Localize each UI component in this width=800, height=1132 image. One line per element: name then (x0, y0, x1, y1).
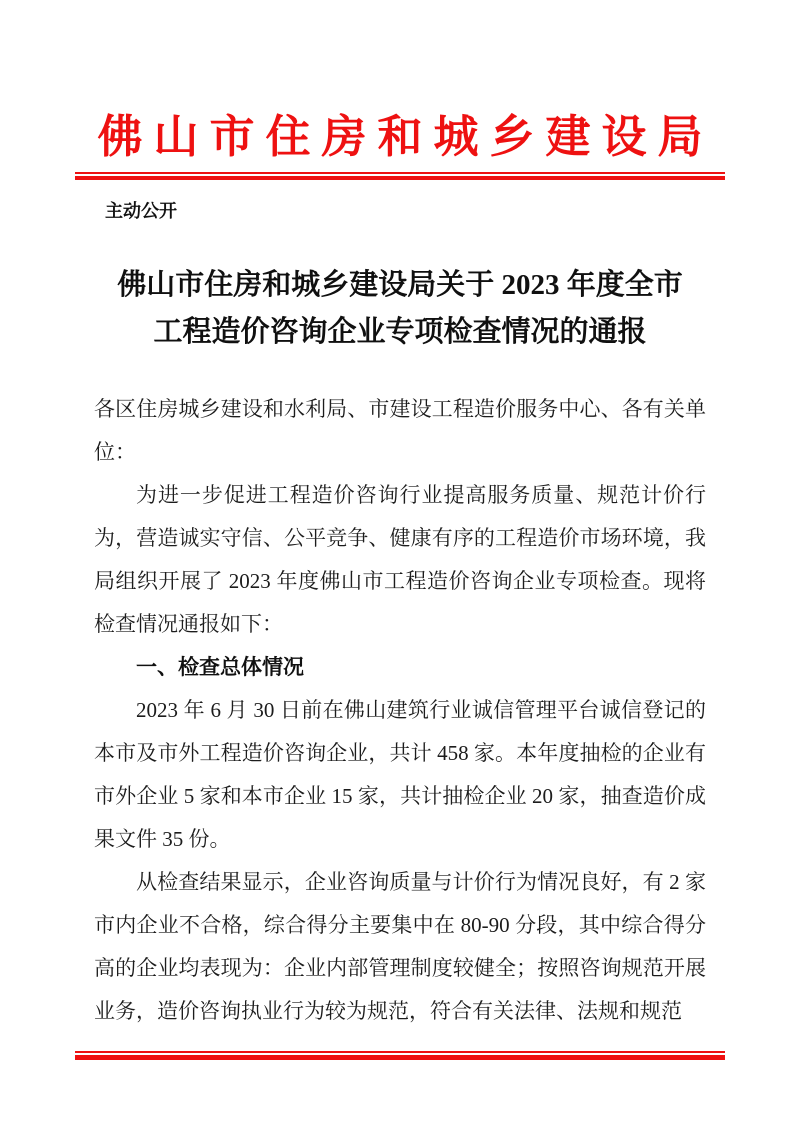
salutation: 各区住房城乡建设和水利局、市建设工程造价服务中心、各有关单位： (94, 397, 706, 464)
document-body (94, 388, 706, 1044)
divider-thick-line (75, 176, 725, 180)
disclosure-label: 主动公开 (105, 201, 177, 221)
body-paragraph: 从检查结果显示，企业咨询质量与计价行为情况良好，有 2 家市内企业不合格，综合得分主要集中在 80-90 分段，其中综合得分高的企业均表现为：企业内部管理制度较健全；按照咨询规范开展业务，造价咨询执业行为较为规范，符合有关法律、法规和规范 (94, 870, 706, 1023)
letterhead-divider (75, 172, 725, 180)
letterhead-agency-name: 佛山市住房和城乡建设局 (97, 112, 714, 162)
document-title (60, 262, 740, 356)
intro-paragraph: 为进一步促进工程造价咨询行业提高服务质量、规范计价行为，营造诚实守信、公平竞争、健康有序的工程造价市场环境，我局组织开展了 2023 年度佛山市工程造价咨询企业专项检查。现将检查情况通报如下： (94, 483, 706, 636)
footer-divider (75, 1051, 725, 1060)
document-title-line-2: 工程造价咨询企业专项检查情况的通报 (153, 316, 647, 348)
document-title-line-1: 佛山市住房和城乡建设局关于 2023 年度全市 (117, 269, 683, 301)
section-heading: 一、检查总体情况 (136, 656, 304, 679)
body-paragraph: 2023 年 6 月 30 日前在佛山建筑行业诚信管理平台诚信登记的本市及市外工程造价咨询企业，共计 458 家。本年度抽检的企业有市外企业 5 家和本市企业 15 家，共计抽检企业 20 家，抽查造价成果文件 35 份。 (94, 698, 706, 851)
divider-thick-line (75, 1055, 725, 1060)
